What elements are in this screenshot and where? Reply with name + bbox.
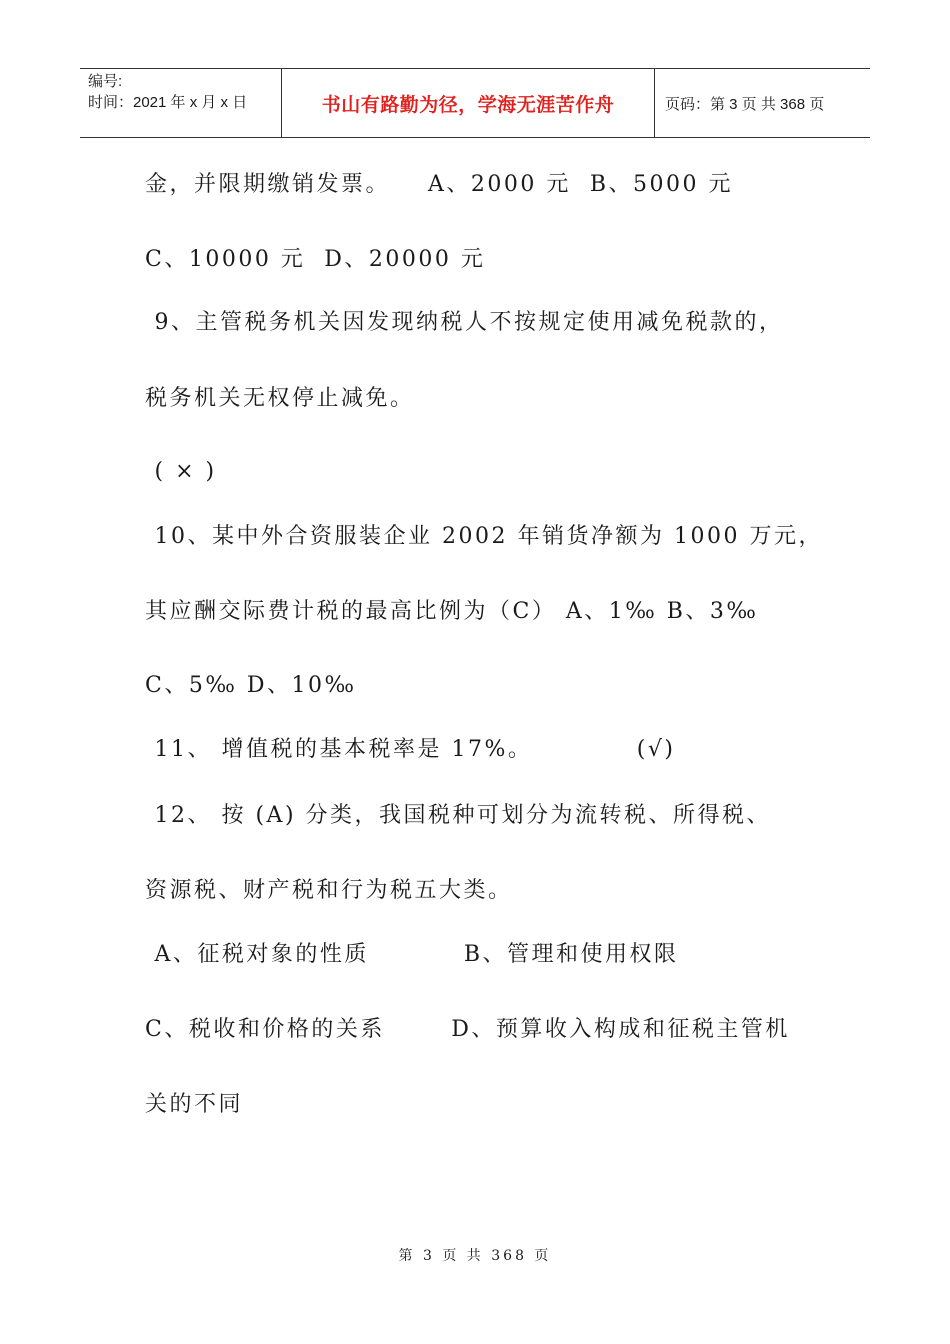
body-line: 金，并限期缴销发票。 A、2000 元 B、5000 元: [145, 172, 733, 197]
header-page-cell: [655, 69, 870, 137]
header-meta-cell: [80, 69, 282, 137]
body-line: 9、主管税务机关因发现纳税人不按规定使用减免税款的，: [145, 310, 784, 335]
body-line: 税务机关无权停止减免。: [145, 386, 415, 411]
page-info: 页码：第 3 页 共 368 页: [665, 95, 825, 113]
body-line: 关的不同: [145, 1092, 244, 1117]
body-line: ( × ): [145, 459, 217, 484]
body-line: A、征税对象的性质 B、管理和使用权限: [145, 942, 679, 967]
motto-text: 书山有路勤为径，学海无涯苦作舟: [321, 93, 615, 116]
body-line: 其应酬交际费计税的最高比例为（C） A、1‰ B、3‰: [145, 599, 759, 624]
page-footer: 第 3 页 共 368 页: [398, 1248, 552, 1264]
body-line: 12、 按 (A) 分类，我国税种可划分为流转税、所得税、: [145, 803, 772, 828]
time-label: 时间：2021 年 x 月 x 日: [88, 94, 248, 111]
body-line: C、5‰ D、10‰: [145, 673, 357, 698]
body-line: 11、 增值税的基本税率是 17%。 (√): [145, 737, 676, 762]
number-label: 编号:: [88, 73, 123, 90]
body-line: 10、某中外合资服装企业 2002 年销货净额为 1000 万元，: [145, 524, 823, 549]
body-line: C、10000 元 D、20000 元: [145, 247, 486, 272]
body-line: 资源税、财产税和行为税五大类。: [145, 878, 513, 903]
body-line: C、税收和价格的关系 D、预算收入构成和征税主管机: [145, 1017, 790, 1042]
page-header: [80, 68, 870, 138]
header-motto-cell: [282, 69, 655, 137]
